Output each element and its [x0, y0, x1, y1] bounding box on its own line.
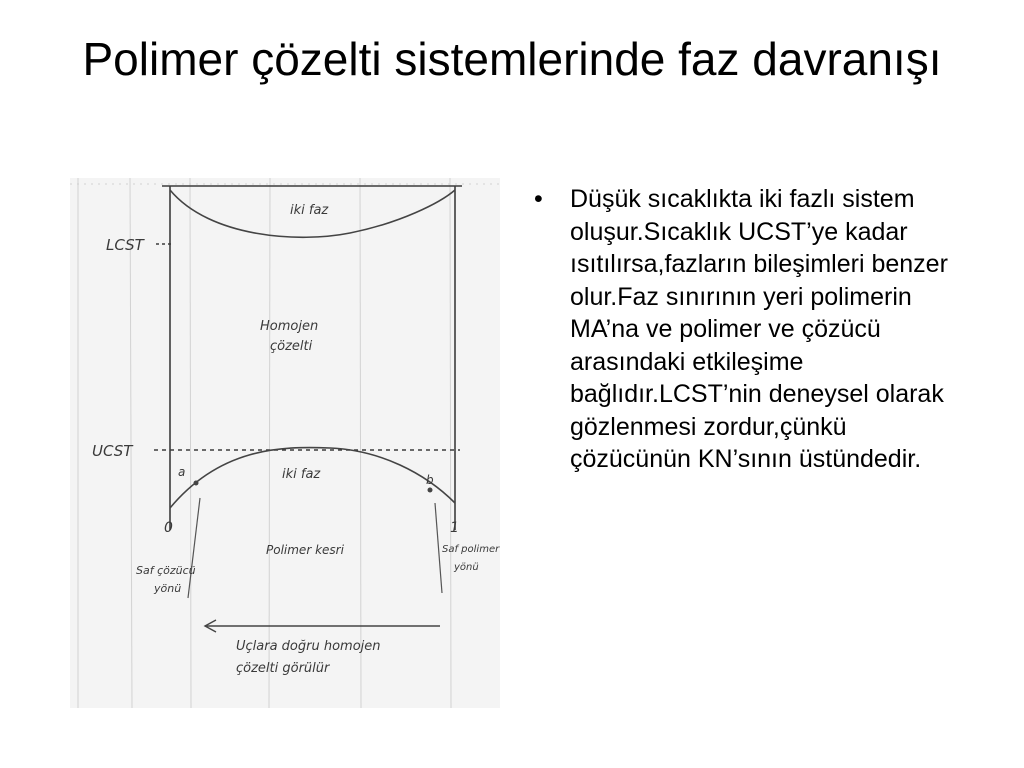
- label-bottom-note-1: Uçlara doğru homojen: [236, 639, 381, 654]
- label-right-end-1: Saf polimer: [442, 544, 500, 555]
- label-x-axis: Polimer kesri: [266, 543, 344, 557]
- label-homogeneous-line2: çözelti: [270, 339, 313, 354]
- label-lcst: LCST: [106, 236, 144, 254]
- label-bottom-phase: iki faz: [282, 467, 321, 482]
- bullet-item: [530, 183, 970, 476]
- bullet-marker: •: [534, 185, 543, 213]
- label-left-end-2: yönü: [154, 582, 182, 595]
- label-point-b: b: [426, 473, 434, 487]
- label-top-phase: iki faz: [290, 203, 329, 218]
- point-b-marker: [428, 488, 433, 493]
- label-left-end-1: Saf çözücü: [136, 564, 196, 577]
- label-right-end-2: yönü: [454, 562, 479, 573]
- label-homogeneous-line1: Homojen: [260, 319, 319, 334]
- scan-artifacts: [70, 178, 500, 708]
- label-axis-one: 1: [450, 520, 459, 536]
- label-axis-zero: 0: [164, 520, 173, 536]
- slide-title: Polimer çözelti sistemlerinde faz davranışı: [82, 33, 942, 85]
- phase-diagram-scan: [70, 178, 500, 708]
- label-bottom-note-2: çözelti görülür: [236, 661, 330, 676]
- direction-arrow: [205, 620, 440, 632]
- label-point-a: a: [178, 465, 186, 479]
- label-ucst: UCST: [92, 442, 133, 460]
- bullet-list: [530, 183, 970, 476]
- point-a-marker: [194, 481, 199, 486]
- bullet-text: Düşük sıcaklıkta iki fazlı sistem oluşur.Sıcaklık UCST’ye kadar ısıtılırsa,fazların bileşimleri benzer olur.Faz sınırının yeri polimerin MA’na ve polimer ve çözücü arasındaki etkileşime bağlıdır.LCST’nin deneysel olarak gözlenmesi zordur,çünkü çözücünün KN’sının üstündedir.: [570, 185, 948, 473]
